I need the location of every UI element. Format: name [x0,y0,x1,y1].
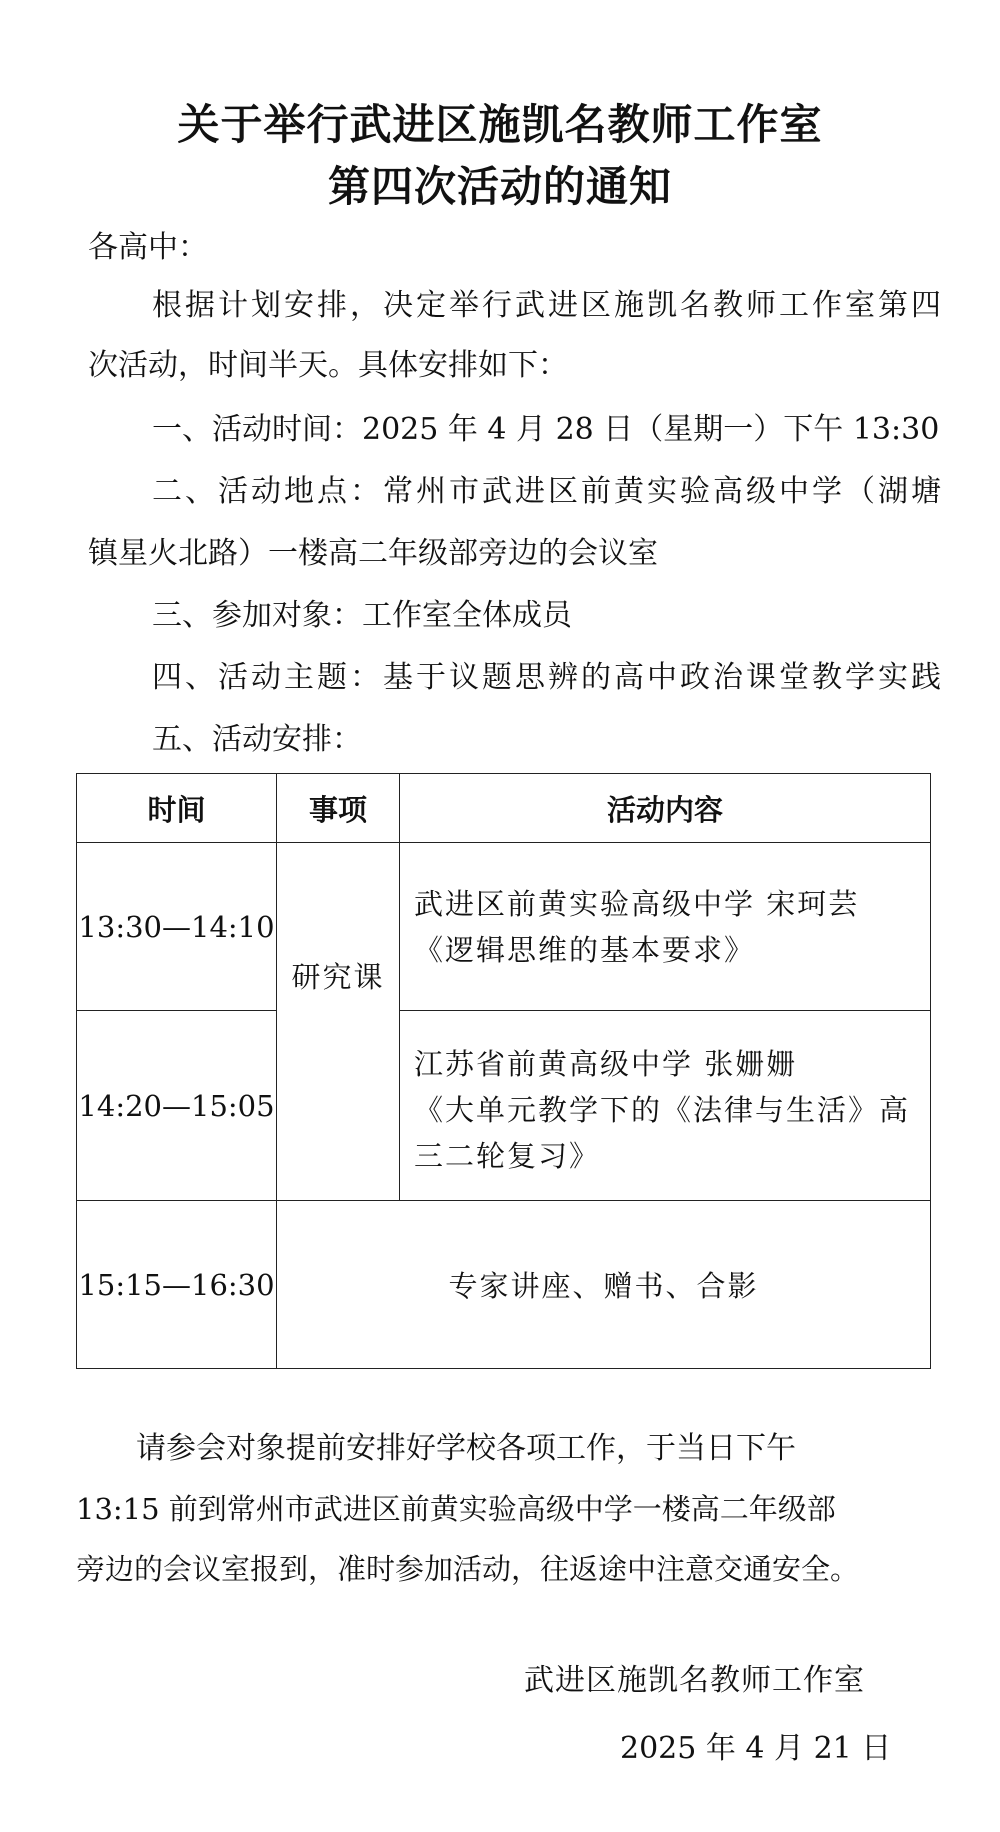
row2-content [400,1011,931,1201]
row3-content: 专家讲座、赠书、合影 [277,1201,931,1369]
header-content: 活动内容 [400,774,931,843]
row2-content-line2: 《大单元教学下的《法律与生活》高 [414,1093,911,1127]
signature-org: 武进区施凯名教师工作室 [524,1663,865,1698]
row2-content-line3: 三二轮复习》 [414,1139,601,1173]
activity-location-line1: 二、活动地点：常州市武进区前黄实验高级中学（湖塘 [152,474,944,509]
row1-content [400,843,931,1011]
intro-line2: 次活动，时间半天。具体安排如下： [88,348,568,383]
row1-content-line1: 武进区前黄实验高级中学 宋珂芸 [414,886,860,921]
closing-line1: 请参会对象提前安排好学校各项工作，于当日下午 [136,1431,796,1466]
row1-item [277,843,400,1201]
row1-time: 13:30—14:10 [77,843,277,1011]
row3-time: 15:15—16:30 [77,1201,277,1369]
salutation: 各高中： [88,230,208,265]
schedule-table [76,773,931,1369]
row2-time: 14:20—15:05 [77,1011,277,1201]
item-label: 研究课 [291,960,385,994]
activity-participants: 三、参加对象：工作室全体成员 [152,598,572,633]
notice-title-line2: 第四次活动的通知 [327,162,672,211]
row2-content-line1: 江苏省前黄高级中学 张姗姗 [414,1047,798,1081]
table-row [77,843,931,1011]
header-time: 时间 [77,774,277,843]
closing-line2: 13:15 前到常州市武进区前黄实验高级中学一楼高二年级部 [76,1492,836,1526]
activity-time: 一、活动时间：2025 年 4 月 28 日（星期一）下午 13:30 [152,412,940,447]
notice-title-line1: 关于举行武进区施凯名教师工作室 [177,100,823,149]
row1-content-line2: 《逻辑思维的基本要求》 [414,932,756,967]
table-row [77,1201,931,1369]
activity-location-line2: 镇星火北路）一楼高二年级部旁边的会议室 [88,536,658,571]
table-header-row [77,774,931,843]
header-item: 事项 [277,774,400,843]
table-row [77,1011,931,1201]
intro-line1: 根据计划安排，决定举行武进区施凯名教师工作室第四 [152,288,944,323]
signature-date: 2025 年 4 月 21 日 [620,1731,892,1766]
activity-theme: 四、活动主题：基于议题思辨的高中政治课堂教学实践 [152,660,944,695]
closing-line3: 旁边的会议室报到，准时参加活动，往返途中注意交通安全。 [76,1552,860,1586]
schedule-heading: 五、活动安排： [152,722,362,757]
